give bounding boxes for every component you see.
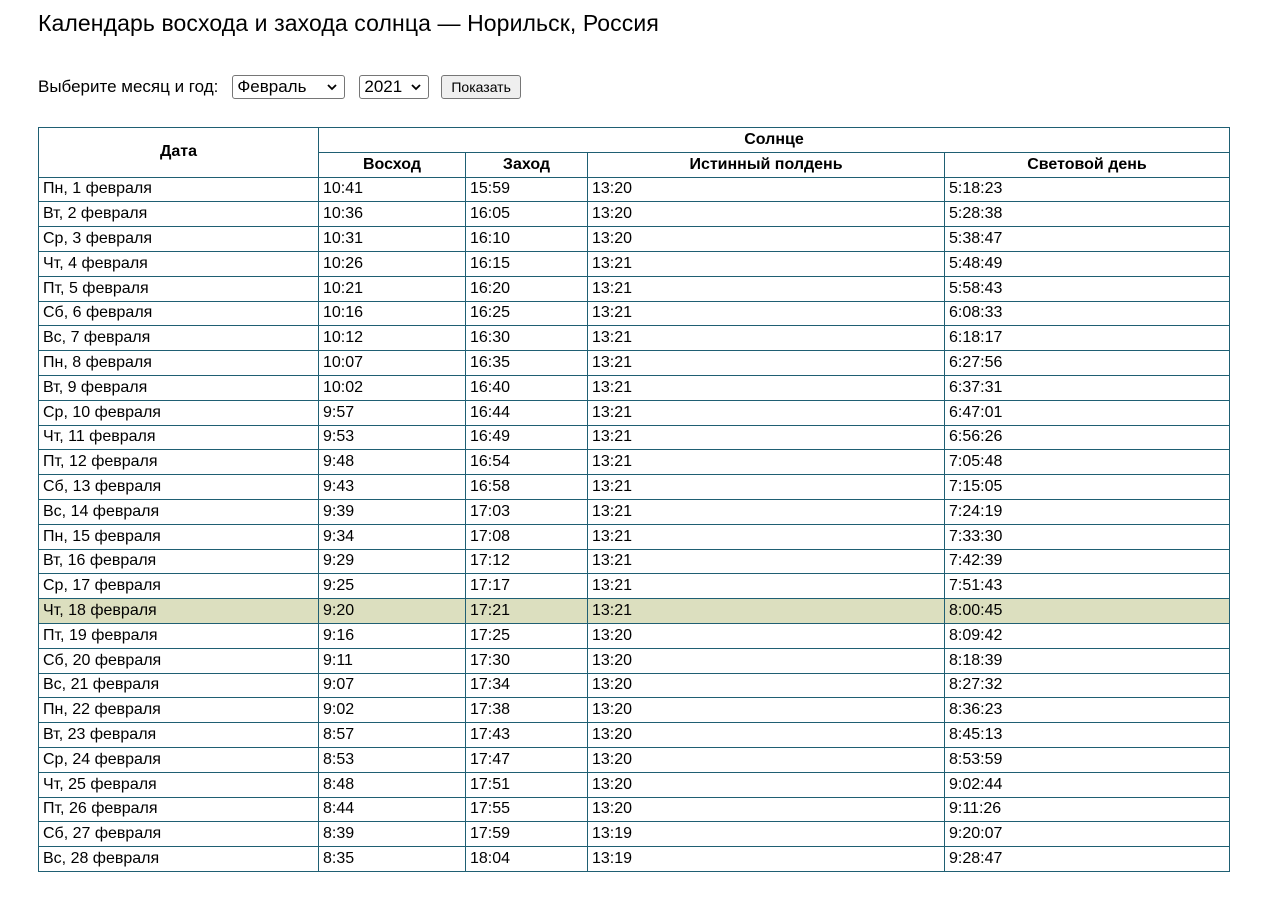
sunset-cell: 17:34 [466, 673, 588, 698]
table-row [39, 450, 1230, 475]
header-day-length: Световой день [945, 152, 1230, 177]
sunset-cell: 17:47 [466, 747, 588, 772]
table-row [39, 822, 1230, 847]
month-year-label: Выберите месяц и год: [38, 77, 219, 96]
sunrise-cell: 9:48 [319, 450, 466, 475]
solar-noon-cell: 13:20 [588, 797, 945, 822]
sunset-cell: 17:12 [466, 549, 588, 574]
solar-noon-cell: 13:21 [588, 400, 945, 425]
sunset-cell: 17:55 [466, 797, 588, 822]
day-length-cell: 8:53:59 [945, 747, 1230, 772]
sunrise-cell: 10:41 [319, 177, 466, 202]
sunset-cell: 16:35 [466, 351, 588, 376]
sunset-cell: 16:25 [466, 301, 588, 326]
sunset-cell: 16:30 [466, 326, 588, 351]
table-row [39, 772, 1230, 797]
date-cell: Вс, 7 февраля [39, 326, 319, 351]
date-cell: Пн, 8 февраля [39, 351, 319, 376]
sunrise-cell: 8:39 [319, 822, 466, 847]
table-row [39, 698, 1230, 723]
year-select[interactable] [359, 75, 429, 99]
table-row [39, 623, 1230, 648]
solar-noon-cell: 13:21 [588, 251, 945, 276]
table-row [39, 375, 1230, 400]
solar-noon-cell: 13:20 [588, 698, 945, 723]
table-row [39, 475, 1230, 500]
sunrise-cell: 9:02 [319, 698, 466, 723]
solar-noon-cell: 13:19 [588, 847, 945, 872]
month-select[interactable] [232, 75, 345, 99]
sunrise-cell: 10:31 [319, 227, 466, 252]
date-cell: Ср, 17 февраля [39, 574, 319, 599]
table-row [39, 673, 1230, 698]
month-select-value: Февраль [237, 77, 307, 96]
date-cell: Ср, 24 февраля [39, 747, 319, 772]
table-row [39, 351, 1230, 376]
day-length-cell: 9:28:47 [945, 847, 1230, 872]
table-row [39, 524, 1230, 549]
sunset-cell: 18:04 [466, 847, 588, 872]
date-cell: Чт, 18 февраля [39, 599, 319, 624]
day-length-cell: 9:02:44 [945, 772, 1230, 797]
day-length-cell: 6:47:01 [945, 400, 1230, 425]
year-select-value: 2021 [364, 77, 403, 96]
table-row [39, 549, 1230, 574]
day-length-cell: 8:27:32 [945, 673, 1230, 698]
sunset-cell: 16:10 [466, 227, 588, 252]
solar-noon-cell: 13:21 [588, 549, 945, 574]
solar-noon-cell: 13:21 [588, 574, 945, 599]
solar-noon-cell: 13:21 [588, 276, 945, 301]
day-length-cell: 8:18:39 [945, 648, 1230, 673]
day-length-cell: 6:27:56 [945, 351, 1230, 376]
date-cell: Пн, 1 февраля [39, 177, 319, 202]
table-row [39, 202, 1230, 227]
sunrise-cell: 9:07 [319, 673, 466, 698]
sunset-cell: 17:21 [466, 599, 588, 624]
sunrise-cell: 9:53 [319, 425, 466, 450]
solar-noon-cell: 13:20 [588, 747, 945, 772]
header-sunrise: Восход [319, 152, 466, 177]
table-row [39, 425, 1230, 450]
sunset-cell: 17:30 [466, 648, 588, 673]
table-row [39, 177, 1230, 202]
table-row [39, 723, 1230, 748]
header-sunset: Заход [466, 152, 588, 177]
date-cell: Вс, 21 февраля [39, 673, 319, 698]
solar-noon-cell: 13:21 [588, 425, 945, 450]
solar-noon-cell: 13:20 [588, 623, 945, 648]
sunset-cell: 17:17 [466, 574, 588, 599]
solar-noon-cell: 13:21 [588, 499, 945, 524]
day-length-cell: 7:24:19 [945, 499, 1230, 524]
date-cell: Сб, 20 февраля [39, 648, 319, 673]
date-cell: Чт, 25 февраля [39, 772, 319, 797]
sunset-cell: 17:38 [466, 698, 588, 723]
solar-noon-cell: 13:20 [588, 723, 945, 748]
sunrise-cell: 10:36 [319, 202, 466, 227]
day-length-cell: 6:08:33 [945, 301, 1230, 326]
sunrise-cell: 8:48 [319, 772, 466, 797]
date-cell: Ср, 3 февраля [39, 227, 319, 252]
table-row [39, 648, 1230, 673]
day-length-cell: 6:56:26 [945, 425, 1230, 450]
day-length-cell: 8:09:42 [945, 623, 1230, 648]
day-length-cell: 7:33:30 [945, 524, 1230, 549]
sunrise-cell: 9:34 [319, 524, 466, 549]
day-length-cell: 7:05:48 [945, 450, 1230, 475]
sunset-cell: 16:54 [466, 450, 588, 475]
date-cell: Чт, 4 февраля [39, 251, 319, 276]
chevron-down-icon [326, 80, 338, 94]
day-length-cell: 7:42:39 [945, 549, 1230, 574]
sunrise-cell: 9:57 [319, 400, 466, 425]
day-length-cell: 5:28:38 [945, 202, 1230, 227]
sunrise-cell: 10:02 [319, 375, 466, 400]
date-cell: Пн, 15 февраля [39, 524, 319, 549]
table-row [39, 847, 1230, 872]
date-cell: Пт, 5 февраля [39, 276, 319, 301]
table-row [39, 276, 1230, 301]
sunset-cell: 17:03 [466, 499, 588, 524]
solar-noon-cell: 13:21 [588, 301, 945, 326]
date-cell: Вт, 9 февраля [39, 375, 319, 400]
day-length-cell: 8:00:45 [945, 599, 1230, 624]
date-cell: Вт, 16 февраля [39, 549, 319, 574]
date-cell: Вт, 2 февраля [39, 202, 319, 227]
sunrise-cell: 9:25 [319, 574, 466, 599]
sunrise-cell: 9:20 [319, 599, 466, 624]
day-length-cell: 9:11:26 [945, 797, 1230, 822]
day-length-cell: 5:48:49 [945, 251, 1230, 276]
day-length-cell: 7:51:43 [945, 574, 1230, 599]
sunset-cell: 16:20 [466, 276, 588, 301]
table-row [39, 251, 1230, 276]
solar-noon-cell: 13:21 [588, 524, 945, 549]
date-cell: Пт, 12 февраля [39, 450, 319, 475]
sunrise-cell: 10:12 [319, 326, 466, 351]
sunrise-cell: 9:43 [319, 475, 466, 500]
table-row [39, 599, 1230, 624]
date-cell: Чт, 11 февраля [39, 425, 319, 450]
date-cell: Вт, 23 февраля [39, 723, 319, 748]
solar-noon-cell: 13:20 [588, 202, 945, 227]
sunset-cell: 17:08 [466, 524, 588, 549]
date-cell: Вс, 28 февраля [39, 847, 319, 872]
sunset-cell: 17:43 [466, 723, 588, 748]
sunrise-cell: 9:29 [319, 549, 466, 574]
header-sun: Солнце [319, 128, 1230, 153]
solar-noon-cell: 13:21 [588, 375, 945, 400]
table-row [39, 747, 1230, 772]
date-cell: Сб, 6 февраля [39, 301, 319, 326]
sunrise-cell: 9:39 [319, 499, 466, 524]
date-cell: Пт, 26 февраля [39, 797, 319, 822]
date-cell: Ср, 10 февраля [39, 400, 319, 425]
solar-noon-cell: 13:20 [588, 673, 945, 698]
sunrise-cell: 10:21 [319, 276, 466, 301]
solar-noon-cell: 13:21 [588, 475, 945, 500]
day-length-cell: 5:38:47 [945, 227, 1230, 252]
day-length-cell: 5:58:43 [945, 276, 1230, 301]
table-row [39, 326, 1230, 351]
day-length-cell: 9:20:07 [945, 822, 1230, 847]
sunset-cell: 15:59 [466, 177, 588, 202]
date-cell: Вс, 14 февраля [39, 499, 319, 524]
sunset-cell: 16:05 [466, 202, 588, 227]
date-cell: Пт, 19 февраля [39, 623, 319, 648]
solar-noon-cell: 13:20 [588, 648, 945, 673]
show-button[interactable]: Показать [441, 75, 521, 99]
date-cell: Сб, 27 февраля [39, 822, 319, 847]
header-date: Дата [39, 128, 319, 178]
sunset-cell: 16:40 [466, 375, 588, 400]
day-length-cell: 6:37:31 [945, 375, 1230, 400]
sun-calendar-table [38, 127, 1230, 872]
sunset-cell: 16:15 [466, 251, 588, 276]
sunrise-cell: 8:44 [319, 797, 466, 822]
sunrise-cell: 8:57 [319, 723, 466, 748]
table-row [39, 301, 1230, 326]
solar-noon-cell: 13:20 [588, 177, 945, 202]
day-length-cell: 6:18:17 [945, 326, 1230, 351]
solar-noon-cell: 13:20 [588, 227, 945, 252]
sunrise-cell: 10:26 [319, 251, 466, 276]
solar-noon-cell: 13:20 [588, 772, 945, 797]
sunset-cell: 16:44 [466, 400, 588, 425]
sunrise-cell: 9:11 [319, 648, 466, 673]
day-length-cell: 8:45:13 [945, 723, 1230, 748]
table-row [39, 574, 1230, 599]
sunrise-cell: 10:07 [319, 351, 466, 376]
solar-noon-cell: 13:21 [588, 351, 945, 376]
solar-noon-cell: 13:19 [588, 822, 945, 847]
header-solar-noon: Истинный полдень [588, 152, 945, 177]
sunrise-cell: 8:35 [319, 847, 466, 872]
table-body [39, 177, 1230, 871]
date-cell: Пн, 22 февраля [39, 698, 319, 723]
day-length-cell: 8:36:23 [945, 698, 1230, 723]
sunset-cell: 16:58 [466, 475, 588, 500]
sunset-cell: 16:49 [466, 425, 588, 450]
sunset-cell: 17:59 [466, 822, 588, 847]
day-length-cell: 7:15:05 [945, 475, 1230, 500]
sunrise-cell: 10:16 [319, 301, 466, 326]
solar-noon-cell: 13:21 [588, 450, 945, 475]
page-title: Календарь восхода и захода солнца — Норильск, Россия [38, 10, 659, 36]
sunrise-cell: 8:53 [319, 747, 466, 772]
table-row [39, 400, 1230, 425]
table-row [39, 227, 1230, 252]
solar-noon-cell: 13:21 [588, 599, 945, 624]
sunset-cell: 17:51 [466, 772, 588, 797]
table-row [39, 797, 1230, 822]
date-cell: Сб, 13 февраля [39, 475, 319, 500]
month-year-controls [38, 74, 521, 100]
table-row [39, 499, 1230, 524]
solar-noon-cell: 13:21 [588, 326, 945, 351]
sunset-cell: 17:25 [466, 623, 588, 648]
sunrise-cell: 9:16 [319, 623, 466, 648]
day-length-cell: 5:18:23 [945, 177, 1230, 202]
chevron-down-icon [410, 80, 422, 94]
